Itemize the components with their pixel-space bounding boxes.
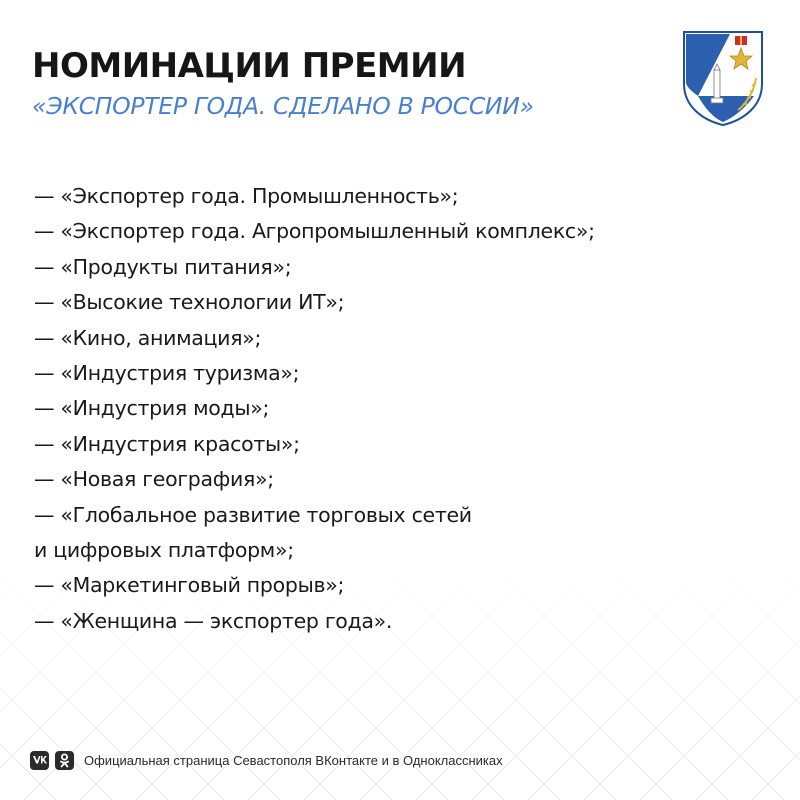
- list-item: — «Новая география»;: [34, 467, 274, 492]
- list-item: — «Экспортер года. Промышленность»;: [34, 184, 459, 208]
- list-item: — «Маркетинговый прорыв»;: [34, 573, 345, 598]
- list-item: — «Продукты питания»;: [34, 254, 292, 279]
- page-subtitle: «ЭКСПОРТЕР ГОДА. СДЕЛАНО В РОССИИ»: [32, 92, 534, 120]
- odnoklassniki-icon[interactable]: [55, 751, 74, 770]
- vk-icon[interactable]: [30, 751, 49, 770]
- sevastopol-coat-of-arms-icon: [680, 26, 766, 126]
- footer: [30, 749, 503, 771]
- list-item: — «Индустрия моды»;: [34, 396, 270, 421]
- list-item: — «Кино, анимация»;: [34, 325, 262, 350]
- page-title: НОМИНАЦИИ ПРЕМИИ: [32, 46, 467, 86]
- list-item: — «Индустрия красоты»;: [34, 431, 300, 456]
- list-item-continuation: и цифровых платформ»;: [34, 538, 294, 563]
- list-item: — «Женщина — экспортер года».: [34, 608, 393, 633]
- list-item: — «Индустрия туризма»;: [34, 361, 300, 386]
- list-item: — «Глобальное развитие торговых сетей: [34, 502, 472, 527]
- list-item: — «Экспортер года. Агропромышленный комплекс»;: [34, 219, 595, 244]
- nominations-list: [34, 179, 595, 639]
- list-item: — «Высокие технологии ИТ»;: [34, 290, 345, 315]
- footer-text: Официальная страница Севастополя ВКонтакте и в Одноклассниках: [84, 752, 503, 768]
